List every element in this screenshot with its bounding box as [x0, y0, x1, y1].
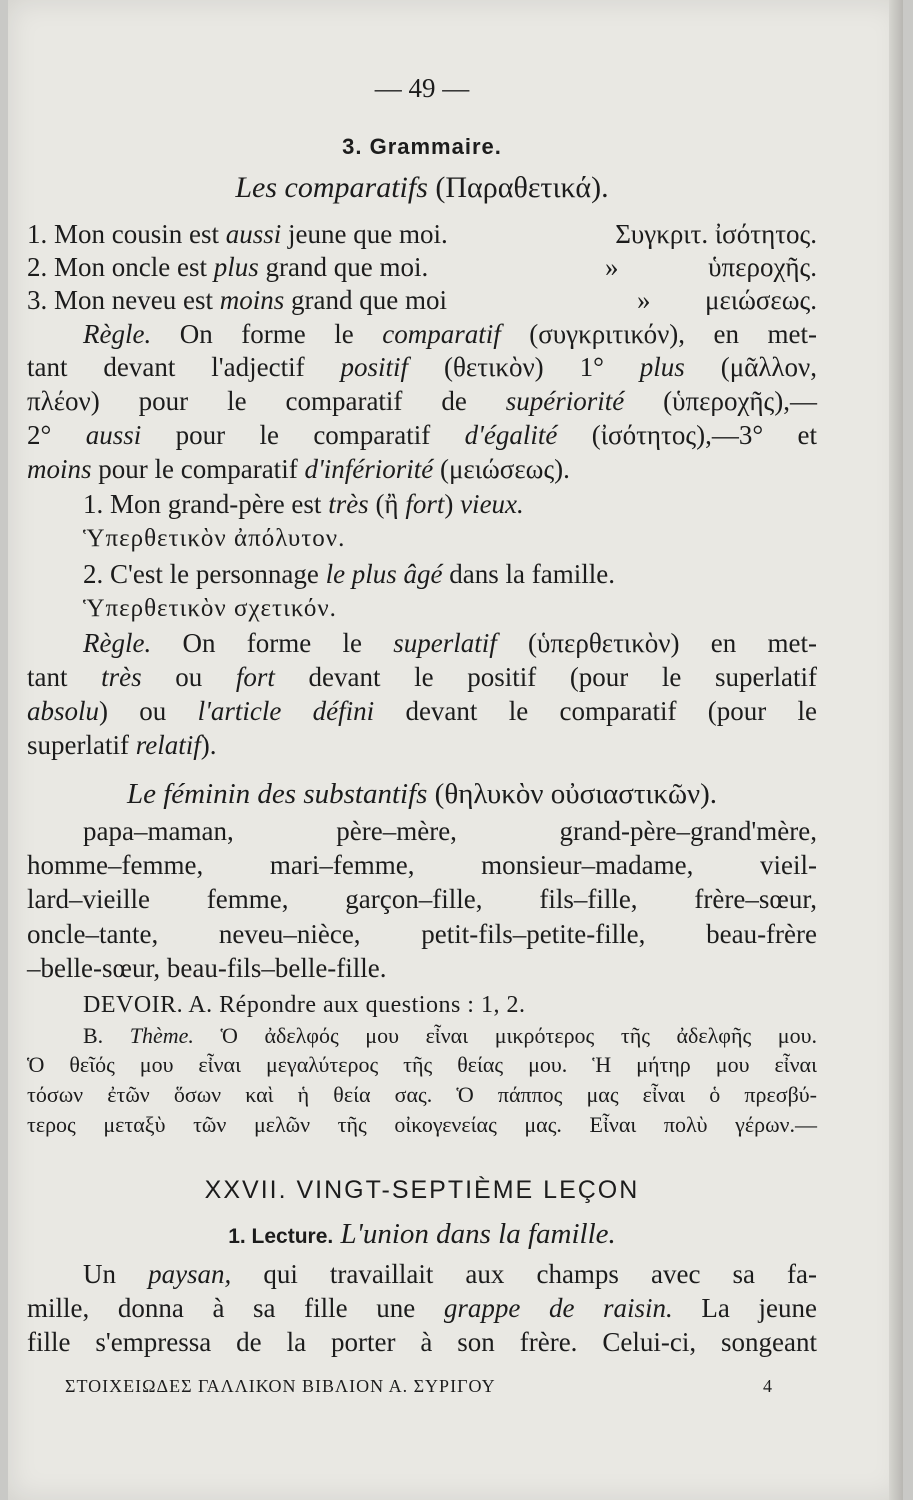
- example-keyword: très: [328, 489, 369, 519]
- rule-term: supériorité: [505, 386, 625, 416]
- footer-book-title: [27, 1370, 817, 1402]
- lecture-title-text: L'union dans la famille.: [333, 1218, 616, 1250]
- rule-text: tant: [27, 662, 102, 692]
- example-text: jeune que moi.: [281, 219, 448, 249]
- feminine-title-fr: Le féminin des substantifs: [126, 778, 428, 810]
- rule2-line-2: [27, 661, 817, 693]
- rule-text: (μᾶλλον,: [684, 352, 817, 382]
- feminine-line-3: lard–vieille femme, garçon–fille, fils–fille, frère–sœur,: [27, 884, 817, 914]
- rule-term: très: [101, 662, 142, 692]
- example-keyword: vieux.: [460, 489, 524, 519]
- example-text: grand que moi.: [258, 252, 429, 282]
- rule-term: plus: [639, 352, 685, 382]
- example-keyword: plus: [213, 252, 259, 282]
- rule-term: d'infériorité: [304, 454, 434, 484]
- feminine-title: [27, 778, 817, 810]
- rule-term: superlatif: [393, 628, 497, 658]
- example-keyword: fort: [405, 489, 445, 519]
- superlative-example-2: [27, 558, 817, 590]
- example-number: 1.: [27, 219, 48, 249]
- book-page: [8, 0, 903, 1500]
- rule-text: devant le comparatif (pour le: [374, 696, 817, 726]
- superlative-absolute-label: Ὑπερθετικὸν ἀπόλυτον.: [83, 525, 346, 552]
- rule-term: comparatif: [382, 319, 501, 349]
- rule-text: (ὑπεροχῆς),—: [624, 386, 817, 416]
- rule-text: (συγκριτικόν), en met-: [500, 319, 818, 349]
- rule-term: absolu: [27, 696, 100, 726]
- rule-text: tant devant l'adjectif: [27, 352, 341, 382]
- feminine-line-2: homme–femme, mari–femme, monsieur–madame, vieil-: [27, 850, 817, 880]
- page-number: — 49 —: [374, 73, 470, 103]
- devoir-b-line-2: Ὁ θεῖός μου εἶναι μεγαλύτερος τῆς θείας μου. Ἡ μήτηρ μου εἶναι: [27, 1052, 817, 1077]
- rule2-line-4: [27, 729, 817, 761]
- lecture-line-2: [27, 1292, 817, 1324]
- example-text: grand que moi: [284, 285, 447, 315]
- example-text: (ἢ: [368, 489, 406, 519]
- rule-term: l'article défini: [197, 696, 375, 726]
- rule-text: devant le positif (pour le superlatif: [274, 662, 817, 692]
- devoir-b-line-4: τερος μεταξὺ τῶν μελῶν τῆς οἰκογενείας μας. Εἶναι πολὺ γέρων.—: [27, 1112, 817, 1137]
- example-text: Mon cousin est: [54, 219, 226, 249]
- rule-term: d'égalité: [464, 420, 558, 450]
- footer-book-text: ΣΤΟΙΧΕΙΩΔΕΣ ΓΑΛΛΙΚΟΝ ΒΙΒΛΙΟΝ Α. ΣΥΡΙΓΟΥ: [65, 1376, 496, 1396]
- ditto-mark: »: [637, 285, 651, 315]
- example-text: Mon neveu est: [54, 285, 220, 315]
- rule-text: On forme le: [151, 628, 394, 658]
- example-1: [27, 218, 817, 250]
- lecture-text: Un: [83, 1259, 149, 1289]
- rule-term: relatif: [135, 730, 201, 760]
- devoir-a: DEVOIR. A. Répondre aux questions : 1, 2.: [83, 992, 526, 1018]
- rule-text: πλέον) pour le comparatif de: [27, 386, 506, 416]
- rule-term: fort: [235, 662, 275, 692]
- lecture-title: [27, 1218, 817, 1253]
- example-text: Mon oncle est: [54, 252, 214, 282]
- superlative-example-1: [27, 488, 817, 520]
- lecture-line-1: [27, 1258, 817, 1290]
- example-number: 2.: [27, 252, 48, 282]
- lecture-text: mille, donna à sa fille une: [27, 1293, 444, 1323]
- rule-term: aussi: [85, 420, 142, 450]
- rule-text: pour le comparatif: [141, 420, 465, 450]
- example-text: ): [444, 489, 461, 519]
- example-keyword: moins: [219, 285, 285, 315]
- example-keyword: aussi: [225, 219, 282, 249]
- rule-label: Règle.: [83, 628, 152, 658]
- comparatives-title-fr: Les comparatifs: [235, 171, 428, 204]
- example-text: 2. C'est le personnage: [83, 559, 326, 589]
- rule-text: 2°: [27, 420, 86, 450]
- example-greek: ὑπεροχῆς.: [708, 252, 817, 282]
- rule-text: (μειώσεως).: [433, 454, 570, 484]
- devoir-b-line-1: [27, 1020, 817, 1052]
- rule-text: pour le comparatif: [91, 454, 305, 484]
- rule1-line-2: [27, 351, 817, 383]
- page-spine-shadow: [889, 0, 903, 1500]
- rule-text: superlatif: [27, 730, 136, 760]
- rule-label: Règle.: [83, 319, 152, 349]
- devoir-b-label: B.: [83, 1023, 130, 1048]
- feminine-line-4: oncle–tante, neveu–nièce, petit-fils–petite-fille, beau-frère: [27, 919, 817, 949]
- example-text: dans la famille.: [442, 559, 615, 589]
- devoir-theme-label: Thème.: [129, 1023, 194, 1048]
- rule2-line-3: [27, 695, 817, 727]
- rule1-line-5: [27, 453, 817, 485]
- rule1-line-1: [27, 318, 817, 350]
- example-text: 1. Mon grand-père est: [83, 489, 329, 519]
- example-2: [27, 251, 817, 283]
- feminine-line-1: papa–maman, père–mère, grand-père–grand'mère,: [83, 816, 817, 846]
- rule1-line-3: [27, 385, 817, 417]
- lesson-heading: XXVII. VINGT-SEPTIÈME LEÇON: [204, 1176, 640, 1204]
- rule-text: On forme le: [151, 319, 383, 349]
- ditto-mark: »: [605, 252, 619, 282]
- feminine-line-5: –belle-sœur, beau-fils–belle-fille.: [27, 953, 387, 983]
- comparatives-title-gr: (Παραθετικά).: [435, 171, 609, 204]
- superlative-relative-label: Ὑπερθετικὸν σχετικόν.: [83, 595, 337, 622]
- rule-text: ou: [141, 662, 236, 692]
- example-greek: μειώσεως.: [705, 285, 817, 315]
- rule1-line-4: [27, 419, 817, 451]
- rule-text: (ὑπερθετικὸν) en met-: [496, 628, 817, 658]
- devoir-b-line-3: τόσων ἐτῶν ὅσων καὶ ἡ θεία σας. Ὁ πάππος μας εἶναι ὁ πρεσβύ-: [27, 1082, 817, 1107]
- lecture-text: qui travaillait aux champs avec sa fa-: [231, 1259, 818, 1289]
- example-greek: Συγκριτ. ἰσότητος.: [615, 219, 817, 249]
- rule-term: positif: [340, 352, 409, 382]
- rule-text: (ἰσότητος),—3° et: [557, 420, 817, 450]
- rule-text: ) ou: [99, 696, 198, 726]
- lecture-label: 1. Lecture.: [228, 1225, 334, 1248]
- comparatives-title: [27, 172, 817, 204]
- devoir-text: Ὁ ἀδελφός μου εἶναι μικρότερος τῆς ἀδελφῆς μου.: [193, 1023, 817, 1048]
- lecture-vocab: paysan,: [148, 1259, 232, 1289]
- example-number: 3.: [27, 285, 48, 315]
- example-3: [27, 284, 817, 316]
- lecture-line-3: fille s'empressa de la porter à son frère. Celui-ci, songeant: [27, 1327, 817, 1357]
- example-keyword: le plus âgé: [325, 559, 443, 589]
- signature-mark: 4: [763, 1376, 773, 1396]
- grammar-heading: 3. Grammaire.: [342, 134, 502, 159]
- lecture-vocab: grappe de raisin.: [443, 1293, 673, 1323]
- feminine-title-gr: (θηλυκὸν οὐσιαστικῶν).: [427, 778, 718, 810]
- rule-text: ).: [200, 730, 217, 760]
- rule2-line-1: [27, 627, 817, 659]
- lecture-text: La jeune: [672, 1293, 817, 1323]
- rule-text: (θετικὸν) 1°: [408, 352, 640, 382]
- rule-term: moins: [27, 454, 92, 484]
